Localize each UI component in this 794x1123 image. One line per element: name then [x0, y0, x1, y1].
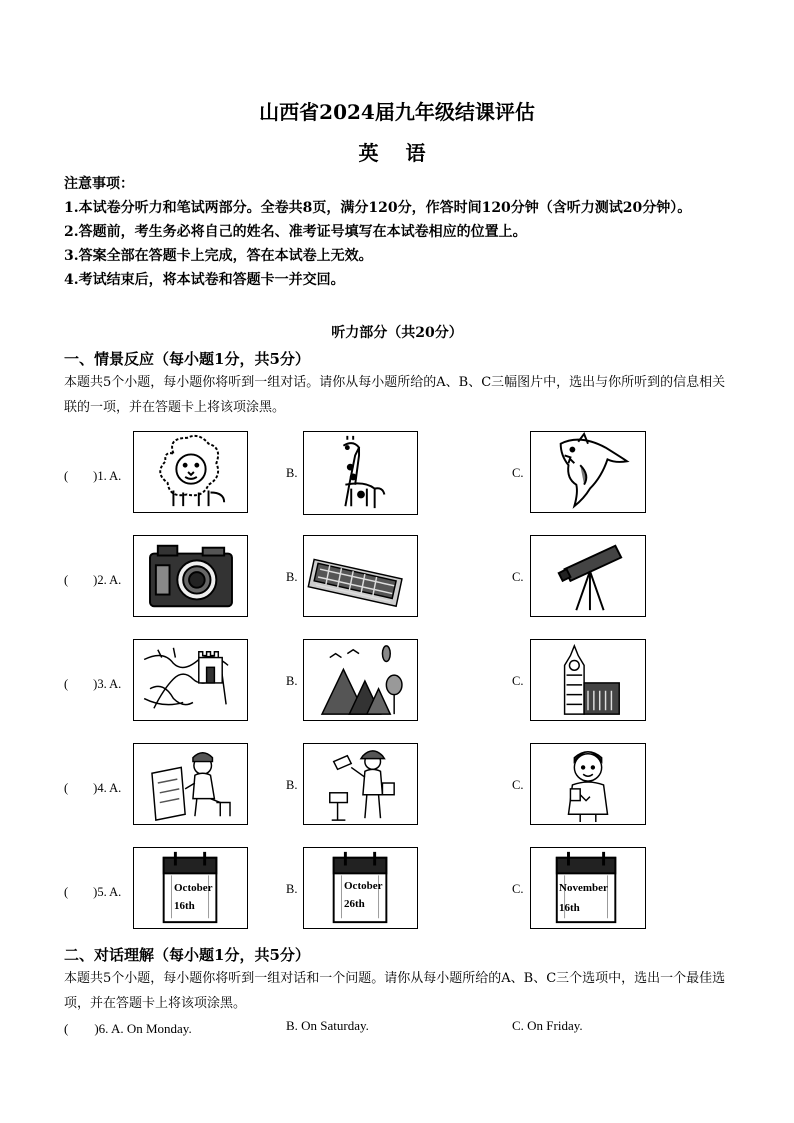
option-c-label: C. [512, 466, 524, 480]
option-b-label: B. [286, 882, 298, 896]
note-item: 3.答案全部在答题卡上完成，答在本试卷上无效。 [64, 248, 373, 264]
question-4-label: ( )4. A. [64, 781, 122, 795]
question-5-label: ( )5. A. [64, 885, 122, 899]
note-item: 4.考试结束后，将本试卷和答题卡一并交回。 [64, 272, 345, 288]
note-item: 1.本试卷分听力和笔试两部分。全卷共8页，满分120分，作答时间120分钟（含听力测试20分钟）。 [64, 200, 692, 216]
option-b-label: B. [286, 778, 298, 792]
option-b-label: B. [286, 466, 298, 480]
notes [64, 172, 744, 292]
calendar-day: 26th [344, 898, 365, 910]
calendar-day: 16th [559, 902, 580, 914]
notes-heading: 注意事项： [64, 176, 134, 192]
question-3-label: ( )3. A. [64, 677, 122, 691]
question-6-option-b: B. On Saturday. [286, 1018, 369, 1033]
pyramids-icon[interactable] [303, 639, 418, 721]
exam-title: 山西省2024届九年级结课评估 [259, 100, 535, 124]
calendar-icon[interactable] [530, 847, 646, 929]
section2-heading: 二、对话理解（每小题1分，共5分） [64, 946, 310, 964]
giraffe-icon[interactable] [303, 431, 418, 515]
section1-heading: 一、情景反应（每小题1分，共5分） [64, 350, 310, 368]
telescope-icon[interactable] [530, 535, 646, 617]
calendar-icon[interactable] [303, 847, 418, 929]
calendar-day: 16th [174, 900, 195, 912]
option-c-label: C. [512, 570, 524, 584]
calendar-icon[interactable] [133, 847, 248, 929]
option-c-label: C. [512, 778, 524, 792]
painter-icon[interactable] [133, 743, 248, 825]
note-item: 2.答题前，考生务必将自己的姓名、准考证号填写在本试卷相应的位置上。 [64, 224, 527, 240]
postman-icon[interactable] [303, 743, 418, 825]
question-2-label: ( )2. A. [64, 573, 122, 587]
calendar-month: October [174, 882, 213, 894]
section2-intro: 本题共5个小题，每小题你将听到一组对话和一个问题。请你从每小题所给的A、B、C三个选项中，选出一个最佳选项，并在答题卡上将该项涂黑。 [64, 971, 726, 1011]
listening-heading: 听力部分（共20分） [331, 325, 463, 341]
question-6-option-c: C. On Friday. [512, 1018, 583, 1033]
doctor-icon[interactable] [530, 743, 646, 825]
camera-icon[interactable] [133, 535, 248, 617]
subject-title: 英 语 [358, 141, 436, 165]
lion-icon[interactable] [133, 431, 248, 513]
option-c-label: C. [512, 882, 524, 896]
option-b-label: B. [286, 570, 298, 584]
calendar-month: October [344, 880, 383, 892]
great-wall-icon[interactable] [133, 639, 248, 721]
shark-icon[interactable] [530, 431, 646, 513]
option-c-label: C. [512, 674, 524, 688]
question-1-label: ( )1. A. [64, 469, 122, 483]
question-6-option-a: ( )6. A. On Monday. [64, 1021, 192, 1036]
keyboard-icon[interactable] [303, 535, 418, 617]
option-b-label: B. [286, 674, 298, 688]
calendar-month: November [559, 882, 608, 894]
big-ben-icon[interactable] [530, 639, 646, 721]
section1-intro: 本题共5个小题，每小题你将听到一组对话。请你从每小题所给的A、B、C三幅图片中，选出与你所听到的信息相关联的一项，并在答题卡上将该项涂黑。 [64, 375, 726, 415]
